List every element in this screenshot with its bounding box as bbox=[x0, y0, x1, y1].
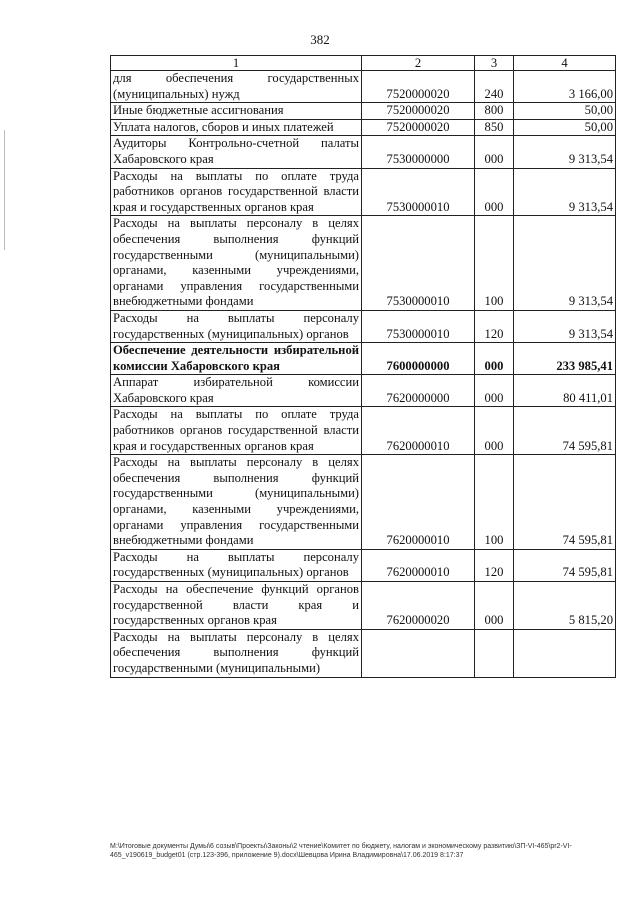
row-name-cell: Расходы на выплаты персоналу в целях обеспечения выполнения функций государственными (муниципальными) органами, казенными учреждениями, органами управления государственными внебюджетными фондами bbox=[111, 455, 362, 550]
page-number: 382 bbox=[310, 32, 330, 47]
table-header-row bbox=[111, 56, 616, 71]
row-type-cell: 000 bbox=[475, 582, 514, 630]
table-row bbox=[111, 629, 616, 677]
row-code-cell: 7600000000 bbox=[362, 343, 475, 375]
row-name-cell: Расходы на выплаты персоналу в целях обеспечения выполнения функций государственными (муниципальными) bbox=[111, 629, 362, 677]
row-code-cell: 7620000010 bbox=[362, 407, 475, 455]
row-name-cell: Расходы на обеспечение функций органов государственной власти края и государственных органов края bbox=[111, 582, 362, 630]
row-name-cell: Уплата налогов, сборов и иных платежей bbox=[111, 119, 362, 136]
row-type-cell: 000 bbox=[475, 343, 514, 375]
row-code-cell: 7620000000 bbox=[362, 375, 475, 407]
row-amount-cell: 9 313,54 bbox=[514, 216, 616, 311]
header-col-4: 4 bbox=[514, 56, 616, 71]
row-type-cell: 800 bbox=[475, 103, 514, 120]
table-row bbox=[111, 168, 616, 216]
row-type-cell: 120 bbox=[475, 549, 514, 581]
row-amount-cell: 9 313,54 bbox=[514, 136, 616, 168]
table-row bbox=[111, 119, 616, 136]
row-amount-cell: 5 815,20 bbox=[514, 582, 616, 630]
row-amount-cell: 80 411,01 bbox=[514, 375, 616, 407]
row-amount-cell: 74 595,81 bbox=[514, 455, 616, 550]
row-code-cell: 7530000010 bbox=[362, 168, 475, 216]
row-amount-cell bbox=[514, 629, 616, 677]
row-type-cell: 850 bbox=[475, 119, 514, 136]
row-type-cell: 100 bbox=[475, 455, 514, 550]
row-name-cell: Обеспечение деятельности избирательной комиссии Хабаровского края bbox=[111, 343, 362, 375]
row-amount-cell: 50,00 bbox=[514, 119, 616, 136]
row-name-cell: для обеспечения государственных (муниципальных) нужд bbox=[111, 71, 362, 103]
row-amount-cell: 9 313,54 bbox=[514, 168, 616, 216]
row-code-cell: 7520000020 bbox=[362, 119, 475, 136]
row-code-cell: 7530000000 bbox=[362, 136, 475, 168]
table-row bbox=[111, 582, 616, 630]
row-amount-cell: 9 313,54 bbox=[514, 310, 616, 342]
row-name-cell: Аудиторы Контрольно-счетной палаты Хабаровского края bbox=[111, 136, 362, 168]
row-type-cell: 000 bbox=[475, 136, 514, 168]
table-row bbox=[111, 310, 616, 342]
table-row bbox=[111, 375, 616, 407]
row-code-cell bbox=[362, 629, 475, 677]
table-row bbox=[111, 343, 616, 375]
row-name-cell: Расходы на выплаты персоналу государственных (муниципальных) органов bbox=[111, 310, 362, 342]
row-type-cell: 120 bbox=[475, 310, 514, 342]
row-name-cell: Расходы на выплаты по оплате труда работников органов государственной власти края и государственных органов края bbox=[111, 407, 362, 455]
row-type-cell: 000 bbox=[475, 375, 514, 407]
table-row bbox=[111, 103, 616, 120]
row-name-cell: Расходы на выплаты персоналу в целях обеспечения выполнения функций государственными (муниципальными) органами, казенными учреждениями, органами управления государственными внебюджетными фондами bbox=[111, 216, 362, 311]
header-col-1: 1 bbox=[111, 56, 362, 71]
document-path-footer: M:\Итоговые документы Думы\6 созыв\Проекты\Законы\2 чтение\Комитет по бюджету, налогам и экономическому развитию\ЗП-VI-465\pr2-VI-465_v190619_budget01 (стр.123-396, приложение 9).docx\Шевцова Ирина Владимировна\17.06.2019 8:17:37 bbox=[110, 843, 572, 859]
scan-edge-mark bbox=[4, 130, 5, 250]
row-amount-cell: 74 595,81 bbox=[514, 407, 616, 455]
header-col-2: 2 bbox=[362, 56, 475, 71]
row-type-cell: 000 bbox=[475, 407, 514, 455]
row-amount-cell: 50,00 bbox=[514, 103, 616, 120]
row-code-cell: 7520000020 bbox=[362, 103, 475, 120]
row-amount-cell: 233 985,41 bbox=[514, 343, 616, 375]
table-body bbox=[111, 71, 616, 678]
row-code-cell: 7530000010 bbox=[362, 216, 475, 311]
row-type-cell bbox=[475, 629, 514, 677]
row-code-cell: 7520000020 bbox=[362, 71, 475, 103]
table-row bbox=[111, 71, 616, 103]
row-name-cell: Расходы на выплаты по оплате труда работников органов государственной власти края и государственных органов края bbox=[111, 168, 362, 216]
row-code-cell: 7530000010 bbox=[362, 310, 475, 342]
table-row bbox=[111, 216, 616, 311]
row-code-cell: 7620000020 bbox=[362, 582, 475, 630]
row-code-cell: 7620000010 bbox=[362, 455, 475, 550]
row-type-cell: 240 bbox=[475, 71, 514, 103]
row-type-cell: 100 bbox=[475, 216, 514, 311]
row-name-cell: Иные бюджетные ассигнования bbox=[111, 103, 362, 120]
row-amount-cell: 74 595,81 bbox=[514, 549, 616, 581]
row-amount-cell: 3 166,00 bbox=[514, 71, 616, 103]
row-code-cell: 7620000010 bbox=[362, 549, 475, 581]
row-name-cell: Аппарат избирательной комиссии Хабаровского края bbox=[111, 375, 362, 407]
table-row bbox=[111, 136, 616, 168]
row-name-cell: Расходы на выплаты персоналу государственных (муниципальных) органов bbox=[111, 549, 362, 581]
header-col-3: 3 bbox=[475, 56, 514, 71]
table-row bbox=[111, 455, 616, 550]
table-row bbox=[111, 407, 616, 455]
budget-table bbox=[110, 55, 616, 678]
table-row bbox=[111, 549, 616, 581]
row-type-cell: 000 bbox=[475, 168, 514, 216]
